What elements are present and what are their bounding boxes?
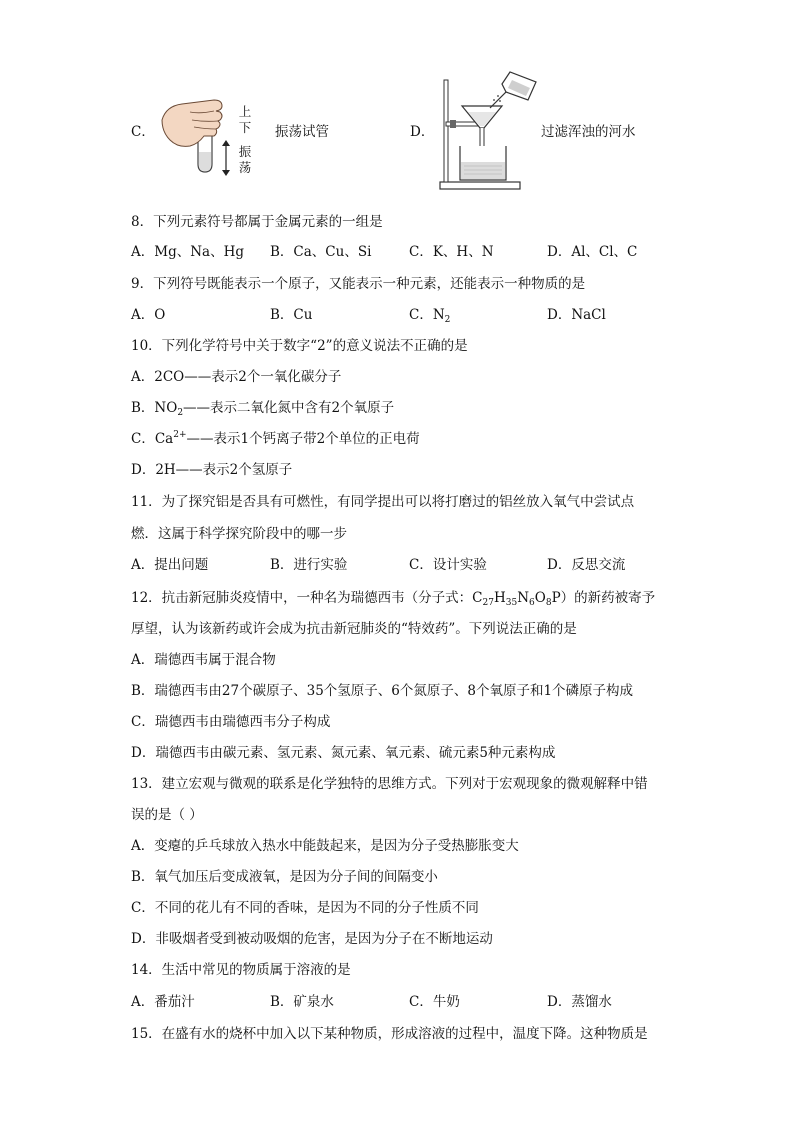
side-text-shake2: 荡 [238, 160, 252, 175]
q9-option-d: D．NaCl [547, 307, 606, 323]
q12-option-b: B．瑞德西韦由27个碳原子、35个氢原子、6个氮原子、8个氧原子和1个磷原子构成 [131, 683, 634, 699]
q9-stem: 9．下列符号既能表示一个原子，又能表示一种元素，还能表示一种物质的是 [131, 276, 586, 292]
option-d-caption: 过滤浑浊的河水 [541, 124, 636, 140]
q9-option-c: C．$N_2$ [409, 307, 451, 325]
q13-stem-line1: 13．建立宏观与微观的联系是化学独特的思维方式。下列对于宏观现象的微观解释中错 [131, 776, 648, 792]
q10-option-b: B．$NO_2——$表示二氧化氮中含有2个氧原子 [131, 400, 395, 418]
q14-option-b: B．矿泉水 [270, 994, 334, 1010]
q15-stem: 15．在盛有水的烧杯中加入以下某种物质，形成溶液的过程中，温度下降。这种物质是 [131, 1026, 648, 1042]
option-c-caption: 振荡试管 [275, 124, 329, 140]
q10-option-c: C．$Ca^{2+}——$表示1个钙离子带2个单位的正电荷 [131, 430, 420, 447]
option-c-label: C． [131, 124, 155, 140]
q14-option-c: C．牛奶 [409, 994, 460, 1010]
side-text-down: 下 [238, 120, 252, 135]
q11-stem-line2: 燃．这属于科学探究阶段中的哪一步 [131, 526, 347, 542]
q13-stem-line2: 误的是（ ） [131, 807, 203, 823]
q12-stem-line2: 厚望，认为该新药或许会成为抗击新冠肺炎的“特效药”。下列说法正确的是 [131, 621, 577, 637]
q14-stem: 14．生活中常见的物质属于溶液的是 [131, 962, 351, 978]
q13-option-d: D．非吸烟者受到被动吸烟的危害，是因为分子在不断地运动 [131, 931, 493, 947]
q10-option-d: D．2H——表示2个氢原子 [131, 462, 293, 478]
option-d-label: D． [410, 124, 435, 140]
q9-option-a: A．O [131, 307, 166, 323]
side-text-shake1: 振 [238, 144, 252, 159]
q12-option-c: C．瑞德西韦由瑞德西韦分子构成 [131, 714, 331, 730]
q13-option-c: C．不同的花儿有不同的香味，是因为不同的分子性质不同 [131, 900, 479, 916]
q10-option-a: A．2CO——表示2个一氧化碳分子 [131, 369, 342, 385]
q10-stem: 10．下列化学符号中关于数字“2”的意义说法不正确的是 [131, 338, 468, 354]
q11-option-b: B．进行实验 [270, 557, 348, 573]
q11-option-d: D．反思交流 [547, 557, 626, 573]
q12-option-d: D．瑞德西韦由碳元素、氢元素、氮元素、氧元素、硫元素5种元素构成 [131, 745, 556, 761]
q12-stem-line1: 12．抗击新冠肺炎疫情中，一种名为瑞德西韦（分子式：$C_{27}H_{35}N_6O_8P$）的新药被寄予 [131, 590, 656, 608]
double-arrow-icon [219, 138, 233, 178]
q14-option-a: A．番茄汁 [131, 994, 195, 1010]
q11-option-c: C．设计实验 [409, 557, 487, 573]
filtration-apparatus-figure [436, 70, 538, 192]
q11-stem-line1: 11．为了探究铝是否具有可燃性，有同学提出可以将打磨过的铝丝放入氧气中尝试点 [131, 494, 635, 510]
q9-option-b: B．Cu [270, 307, 313, 323]
q12-option-a: A．瑞德西韦属于混合物 [131, 652, 276, 668]
q13-option-b: B．氧气加压后变成液氧，是因为分子间的间隔变小 [131, 869, 438, 885]
side-text-up: 上 [238, 104, 252, 119]
q8-option-a: A．Mg、Na、Hg [131, 244, 244, 260]
q8-option-d: D．Al、Cl、C [547, 244, 638, 260]
q13-option-a: A．变瘪的乒乓球放入热水中能鼓起来，是因为分子受热膨胀变大 [131, 838, 519, 854]
q14-option-d: D．蒸馏水 [547, 994, 612, 1010]
q8-option-b: B．Ca、Cu、Si [270, 244, 372, 260]
q8-stem: 8．下列元素符号都属于金属元素的一组是 [131, 214, 383, 230]
q8-option-c: C．K、H、N [409, 244, 494, 260]
q11-option-a: A．提出问题 [131, 557, 209, 573]
